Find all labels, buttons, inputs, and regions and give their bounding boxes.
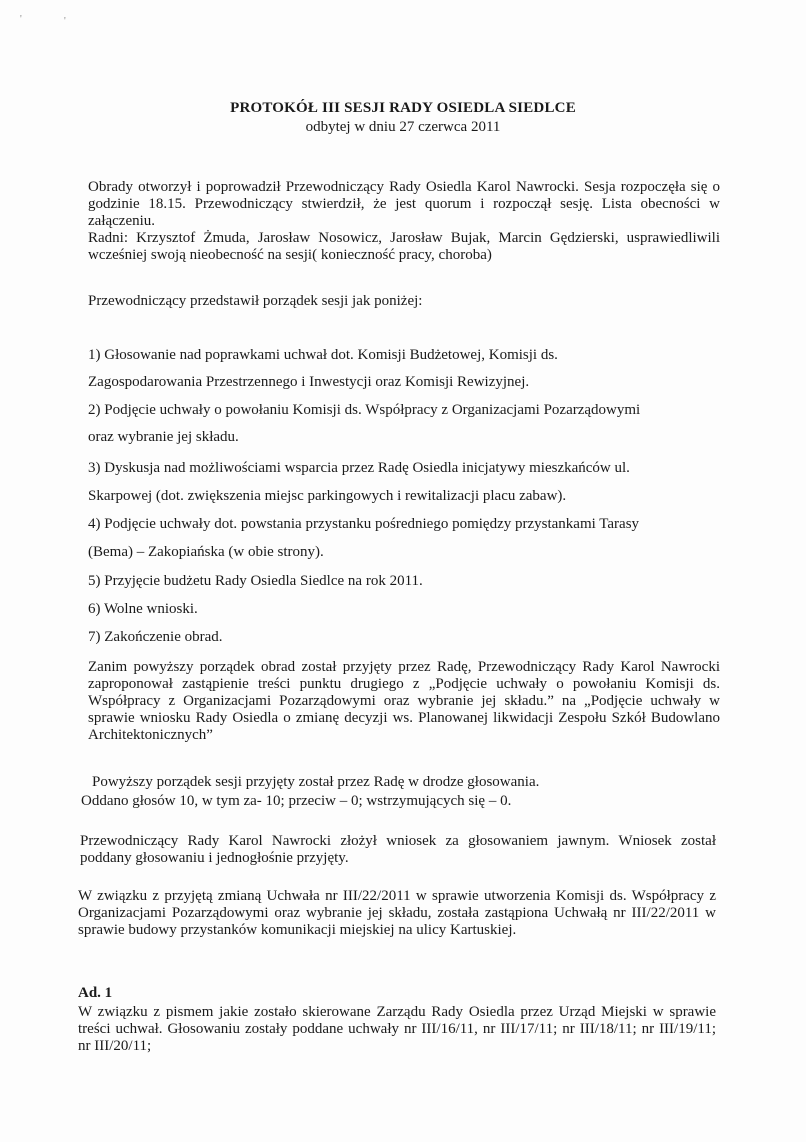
agenda-line: 3) Dyskusja nad możliwościami wsparcia przez Radę Osiedla inicjatywy mieszkańców ul.	[88, 460, 630, 476]
agenda-line: 7) Zakończenie obrad.	[88, 629, 223, 645]
scan-mark: '	[20, 14, 22, 25]
document-title: PROTOKÓŁ III SESJI RADY OSIEDLA SIEDLCE	[230, 100, 576, 116]
absent-paragraph: Radni: Krzysztof Żmuda, Jarosław Nosowicz, Jarosław Bujak, Marcin Gędzierski, usprawiedliwili wcześniej swoją nieobecność na sesji( konieczność pracy, choroba)	[88, 230, 720, 263]
agenda-line: Zagospodarowania Przestrzennego i Inwestycji oraz Komisji Rewizyjnej.	[88, 374, 530, 390]
intro-paragraph: Obrady otworzył i poprowadził Przewodniczący Rady Osiedla Karol Nawrocki. Sesja rozpoczęła się o godzinie 18.15. Przewodniczący stwierdził, że jest quorum i rozpoczął sesję. Lista obecności w załączeniu.	[88, 179, 720, 229]
agenda-line: Skarpowej (dot. zwiększenia miejsc parkingowych i rewitalizacji placu zabaw).	[88, 488, 567, 504]
vote-count-line: Oddano głosów 10, w tym za- 10; przeciw – 0; wstrzymujących się – 0.	[81, 793, 512, 809]
agenda-intro: Przewodniczący przedstawił porządek sesji jak poniżej:	[88, 293, 423, 309]
agenda-line: 5) Przyjęcie budżetu Rady Osiedla Siedlce na rok 2011.	[88, 573, 423, 589]
agenda-line: oraz wybranie jej składu.	[88, 429, 239, 445]
ad1-paragraph: W związku z pismem jakie zostało skierowane Zarządu Rady Osiedla przez Urząd Miejski w sprawie treści uchwał. Głosowaniu zostały poddane uchwały nr III/16/11, nr III/17/11; nr III/18/11; nr III/19/11; nr III/20/11;	[78, 1004, 716, 1054]
agenda-line: 2) Podjęcie uchwały o powołaniu Komisji ds. Współpracy z Organizacjami Pozarządowymi	[88, 402, 641, 418]
section-heading-ad1: Ad. 1	[78, 985, 113, 1001]
intro-block	[88, 179, 720, 264]
agenda-line: (Bema) – Zakopiańska (w obie strony).	[88, 544, 324, 560]
change-paragraph: Zanim powyższy porządek obrad został przyjęty przez Radę, Przewodniczący Rady Karol Nawrocki zaproponował zastąpienie treści punktu drugiego z „Podjęcie uchwały o powołaniu Komisji ds. Współpracy z Organizacjami Pozarządowymi oraz wybranie jej składu.” na „Podjęcie uchwały w sprawie wniosku Rady Osiedla o zmianę decyzji ws. Planowanej likwidacji Zespołu Szkół Budowlano Architektonicznych”	[88, 659, 720, 743]
scan-mark: '	[64, 16, 66, 27]
open-vote-paragraph: Przewodniczący Rady Karol Nawrocki złożył wniosek za głosowaniem jawnym. Wniosek został poddany głosowaniu i jednogłośnie przyjęty.	[80, 833, 716, 866]
agenda-line: 4) Podjęcie uchwały dot. powstania przystanku pośredniego pomiędzy przystankami Tarasy	[88, 516, 640, 532]
replacement-paragraph: W związku z przyjętą zmianą Uchwała nr III/22/2011 w sprawie utworzenia Komisji ds. Współpracy z Organizacjami Pozarządowymi oraz wybranie jej składu, została zastąpiona Uchwałą nr III/22/2011 w sprawie budowy przystanków komunikacji miejskiej na ulicy Kartuskiej.	[78, 888, 716, 938]
agenda-line: 6) Wolne wnioski.	[88, 601, 198, 617]
agenda-line: 1) Głosowanie nad poprawkami uchwał dot. Komisji Budżetowej, Komisji ds.	[88, 347, 558, 363]
document-subtitle: odbytej w dniu 27 czerwca 2011	[305, 119, 501, 135]
accept-line: Powyższy porządek sesji przyjęty został przez Radę w drodze głosowania.	[92, 774, 540, 790]
